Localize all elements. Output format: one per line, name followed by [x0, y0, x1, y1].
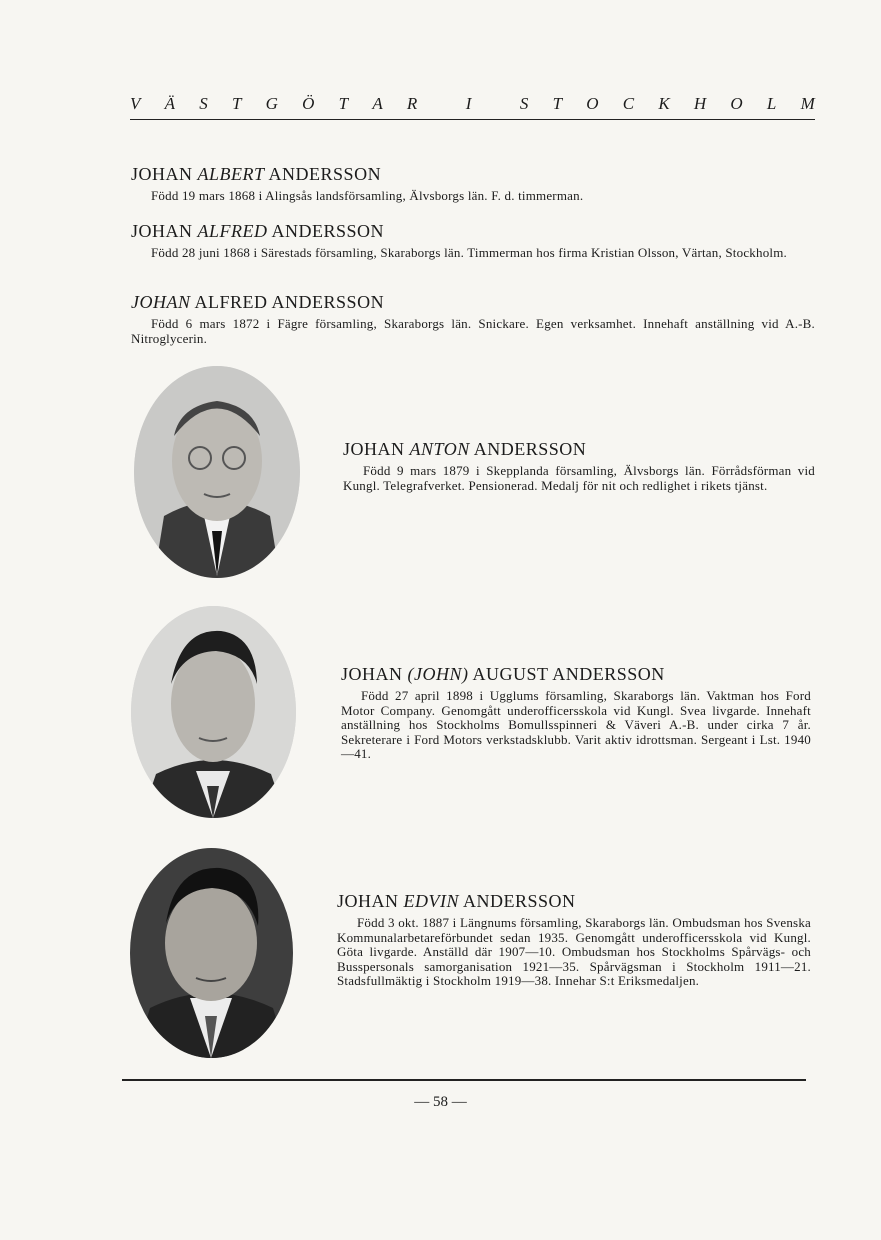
head-letter: G [265, 94, 278, 113]
head-letter: M [800, 94, 815, 113]
head-letter: O [586, 94, 599, 113]
page-number: — 58 — [414, 1094, 467, 1110]
name-last: ANDERSSON [268, 164, 382, 184]
name-middle: EDVIN [403, 891, 460, 911]
entry-bio: Född 27 april 1898 i Ugglums församling, Skaraborgs län. Vaktman hos Ford Motor Company. Genomgått underofficersskola vid Kungl. Svea livgarde. Innehaft anställning hos Stockholms Bomullsspinneri & Väveri A.-B. under cirka 7 år. Sekreterare i Ford Motors verkstadsklubb. Varit aktiv idrottsman. Sergeant i Lst. 1940—41. [341, 688, 811, 762]
name-first: JOHAN [131, 164, 193, 184]
head-letter: V [130, 94, 141, 113]
running-head [130, 94, 815, 114]
head-letter: H [693, 94, 707, 113]
portrait-photo [134, 366, 300, 578]
name-last: AUGUST ANDERSSON [472, 664, 665, 684]
entry-name [131, 220, 815, 242]
entry-name [131, 291, 815, 313]
entry-johan-john-august [341, 663, 811, 762]
entry-johan-anton [343, 438, 815, 493]
head-letter: I [465, 94, 472, 113]
name-first: JOHAN [337, 891, 399, 911]
name-first: JOHAN [131, 292, 191, 312]
name-first: JOHAN [341, 664, 403, 684]
head-letter: K [658, 94, 670, 113]
portrait-image [130, 848, 293, 1058]
head-letter: S [199, 94, 208, 113]
head-letter: S [519, 94, 529, 113]
head-letter: L [766, 94, 777, 113]
entry-bio: Född 9 mars 1879 i Skepplanda församling, Älvsborgs län. Förrådsförman vid Kungl. Telegrafverket. Pensionerad. Medalj för nit och redlighet i rikets tjänst. [343, 463, 815, 493]
name-middle: ALBERT [197, 164, 265, 184]
name-middle: ALFRED [194, 292, 268, 312]
name-last: ANDERSSON [271, 292, 385, 312]
head-letter: Ä [164, 94, 175, 113]
name-first: JOHAN [343, 439, 405, 459]
head-letter: A [372, 94, 383, 113]
footer-divider [122, 1079, 806, 1081]
portrait-photo [130, 848, 293, 1058]
entry-bio: Född 6 mars 1872 i Fägre församling, Skaraborgs län. Snickare. Egen verksamhet. Innehaft anställning vid A.-B. Nitroglycerin. [131, 316, 815, 346]
portrait-photo [131, 606, 296, 818]
header-divider [130, 119, 815, 120]
name-middle: (JOHN) [407, 664, 469, 684]
name-middle: ANTON [409, 439, 470, 459]
entry-johan-alfred-2 [131, 291, 815, 346]
head-letter: C [622, 94, 635, 113]
entry-johan-alfred-1 [131, 220, 815, 261]
entry-name [343, 438, 815, 460]
head-letter: T [231, 94, 242, 113]
entry-name [341, 663, 811, 685]
entry-bio: Född 19 mars 1868 i Alingsås landsförsamling, Älvsborgs län. F. d. timmerman. [151, 188, 584, 203]
entry-bio: Född 3 okt. 1887 i Längnums församling, Skaraborgs län. Ombudsman hos Svenska Kommunalarbetareförbundet sedan 1935. Genomgått underofficersskola vid Kungl. Göta livgarde. Anställd där 1907—10. Ombudsman hos Stockholms Spårvägs- och Busspersonals samorganisation 1921—35. Spårvägsman i Stockholm 1911—21. Stadsfullmäktig i Stockholm 1919—38. Innehar S:t Eriksmedaljen. [337, 915, 811, 989]
name-last: ANDERSSON [271, 221, 385, 241]
portrait-image [134, 366, 300, 578]
name-last: ANDERSSON [473, 439, 587, 459]
name-middle: ALFRED [197, 221, 268, 241]
head-letter: T [552, 94, 563, 113]
head-letter: O [730, 94, 743, 113]
entry-bio: Född 28 juni 1868 i Särestads församling, Skaraborgs län. Timmerman hos firma Kristian Olsson, Värtan, Stockholm. [151, 245, 787, 260]
entry-johan-edvin [337, 890, 811, 989]
entry-name [337, 890, 811, 912]
entry-name [131, 163, 815, 185]
name-first: JOHAN [131, 221, 193, 241]
portrait-image [131, 606, 296, 818]
head-letter: R [406, 94, 418, 113]
name-last: ANDERSSON [463, 891, 576, 911]
entry-johan-albert [131, 163, 815, 204]
head-letter: T [338, 94, 349, 113]
head-letter: Ö [302, 94, 315, 113]
